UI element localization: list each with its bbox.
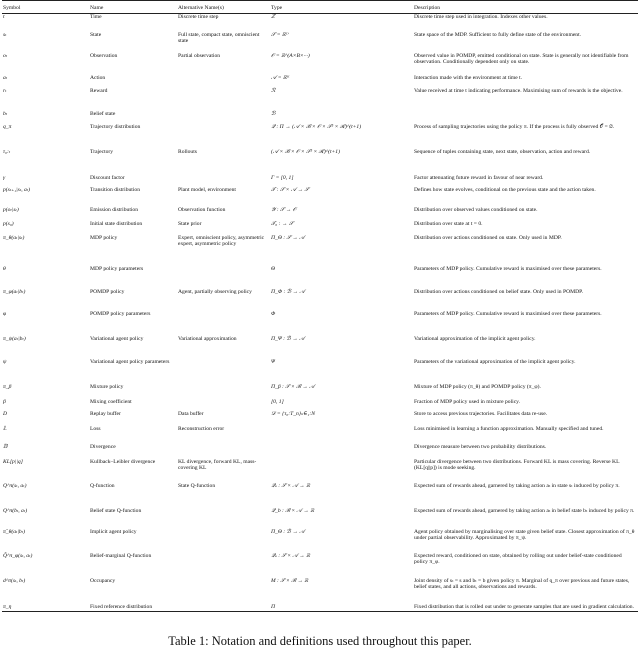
row-type: (𝒜 × ℬ × 𝒪 × 𝒮² × ℛ)^(t+1) xyxy=(271,148,340,155)
header-symbol: Symbol xyxy=(2,1,89,14)
row-name: Trajectory distribution xyxy=(90,123,141,130)
row-symbol: aₜ xyxy=(3,74,8,81)
row-description: Joint density of sₜ = s and bₜ = b given policy π. Marginal of q_π over previous and future states, belief states, and all actions, observations and rewards. xyxy=(414,577,630,591)
table-row xyxy=(2,149,638,175)
row-alternative-names: Observation function xyxy=(178,206,226,213)
row-name: Mixing coefficient xyxy=(90,398,132,405)
row-alternative-names xyxy=(177,88,270,111)
table-row xyxy=(2,553,638,578)
row-description: Expected reward, conditioned on state, obtained by rolling out under belief-state conditioned policy π_φ. xyxy=(414,552,622,566)
row-symbol: D xyxy=(3,410,8,417)
row-description: Parameters of MDP policy. Cumulative reward is maximised over these parameters. xyxy=(414,265,602,272)
row-alternative-names xyxy=(177,384,270,399)
row-symbol: sₜ xyxy=(3,31,7,38)
table-caption: Table 1: Notation and definitions used throughout this paper. xyxy=(168,634,472,648)
row-name: Belief state xyxy=(90,110,116,117)
row-name: State xyxy=(90,31,102,38)
row-type: Φ xyxy=(271,310,276,317)
row-description: Value received at time t indicating performance. Maximising sum of rewards is the objective. xyxy=(414,87,623,94)
row-symbol: p(s₀) xyxy=(3,220,14,227)
notation-table xyxy=(2,0,638,612)
row-symbol: q_π xyxy=(3,123,12,130)
table-row xyxy=(2,53,638,75)
row-type xyxy=(270,459,413,483)
table-row xyxy=(2,14,638,32)
row-type: 𝒯₀ : → 𝒮 xyxy=(271,220,294,227)
header-description: Description xyxy=(413,1,638,14)
row-symbol: β xyxy=(3,398,6,405)
table-row xyxy=(2,187,638,207)
row-symbol: d^π(sₜ, bₜ) xyxy=(3,577,26,584)
row-type: Π_Ψ : ℬ → 𝒜 xyxy=(271,335,305,342)
row-description: Loss minimised in learning a function approximation. Manually specified and tuned. xyxy=(414,425,604,432)
row-description: Factor attenuating future reward in favour of near reward. xyxy=(414,174,544,181)
row-name: POMDP policy xyxy=(90,288,125,295)
table-row xyxy=(2,32,638,53)
row-symbol: 𝕃 xyxy=(3,425,7,432)
row-alternative-names: Full state, compact state, omniscient state xyxy=(178,31,260,45)
row-type: Π_Φ : ℬ → 𝒜 xyxy=(271,288,305,295)
row-description: Sequence of tuples containing state, next state, observation, action and reward. xyxy=(414,148,591,155)
row-symbol: KL[p||q] xyxy=(3,458,23,465)
row-alternative-names xyxy=(177,359,270,384)
row-symbol: t xyxy=(3,14,5,21)
row-type: Θ xyxy=(271,265,276,272)
row-symbol: rₜ xyxy=(3,87,7,94)
row-symbol: p(oₜ|sₜ) xyxy=(3,206,19,213)
row-alternative-names: Data buffer xyxy=(178,410,204,417)
row-description: Discrete time step used in integration. Indexes other values. xyxy=(414,14,548,21)
row-alternative-names: State prior xyxy=(178,220,202,227)
row-name: Initial state distribution xyxy=(90,220,143,227)
row-type: 𝒬_b : ℬ × 𝒜 → ℝ xyxy=(271,507,315,514)
row-name: Reward xyxy=(90,87,108,94)
table-row xyxy=(2,221,638,235)
row-alternative-names xyxy=(177,508,270,529)
row-type xyxy=(270,444,413,459)
row-name: Implicit agent policy xyxy=(90,528,137,535)
row-symbol: Q^π(sₜ, aₜ) xyxy=(3,482,27,489)
table-row xyxy=(2,235,638,266)
table-row xyxy=(2,399,638,411)
row-name: Observation xyxy=(90,52,118,59)
row-type: 𝒜 = ℝᴷ xyxy=(271,74,290,81)
row-alternative-names xyxy=(177,604,270,612)
table-row xyxy=(2,444,638,459)
row-description: Distribution over actions conditioned on belief state. Only used in POMDP. xyxy=(414,288,584,295)
row-alternative-names xyxy=(177,578,270,604)
row-name: Variational agent policy parameters xyxy=(90,358,170,365)
row-symbol: π_β xyxy=(3,383,12,390)
row-type: Π xyxy=(270,604,413,612)
row-description: Interaction made with the environment at time t. xyxy=(414,74,523,81)
row-symbol: π̂_θ(aₜ|bₜ) xyxy=(3,528,25,535)
table-row xyxy=(2,75,638,88)
row-alternative-names: Agent, partially observing policy xyxy=(178,288,252,295)
row-alternative-names: Plant model, environment xyxy=(178,186,236,193)
row-alternative-names: Discrete time step xyxy=(178,14,219,21)
row-symbol: bₜ xyxy=(3,110,8,117)
row-name: POMDP policy parameters xyxy=(90,310,151,317)
row-alternative-names xyxy=(177,529,270,553)
row-type: 𝒮 = ℝᴰ xyxy=(271,31,289,38)
row-type: Π_Θ : 𝒮 → 𝒜 xyxy=(271,234,305,241)
row-alternative-names: Variational approximation xyxy=(178,335,237,342)
row-symbol: γ xyxy=(3,174,6,181)
row-name: Trajectory xyxy=(90,148,114,155)
row-name: Fixed reference distribution xyxy=(89,604,177,612)
row-type: 𝒬ₛ : 𝒮 × 𝒜 → ℝ xyxy=(271,552,311,559)
row-name: Divergence xyxy=(90,443,116,450)
row-type: [0, 1] xyxy=(271,398,284,405)
row-name: Action xyxy=(90,74,106,81)
table-row xyxy=(2,426,638,444)
row-name: Occupancy xyxy=(90,577,116,584)
row-symbol: θ xyxy=(3,265,6,272)
row-type: 𝒬ₛ : 𝒮 × 𝒜 → ℝ xyxy=(271,482,311,489)
row-symbol: π_θ(aₜ|sₜ) xyxy=(3,234,25,241)
row-type: ℛ xyxy=(271,87,276,94)
row-name: Loss xyxy=(90,425,101,432)
row-description: Distribution over observed values conditioned on state. xyxy=(414,206,538,213)
row-alternative-names xyxy=(177,311,270,336)
row-alternative-names xyxy=(177,124,270,149)
table-row xyxy=(2,266,638,289)
table-row xyxy=(2,411,638,426)
row-symbol: τ₀:ₜ xyxy=(3,148,11,155)
table-row xyxy=(2,124,638,149)
row-alternative-names xyxy=(177,111,270,124)
row-name: MDP policy xyxy=(90,234,118,241)
header-type: Type xyxy=(270,1,413,14)
row-name: Belief state Q-function xyxy=(90,507,142,514)
row-description: Agent policy obtained by marginalising over state given belief state. Closest approximation of π_θ under partial observability. Approximated by π_ψ. xyxy=(414,528,635,542)
table-row xyxy=(2,483,638,508)
row-type: M : 𝒮 × ℬ → ℝ xyxy=(271,577,309,584)
row-description: Observed value in POMDP, emitted conditional on state. State is generally not identifiable from observation. Conditionally dependent only on state. xyxy=(414,52,629,66)
row-name: Emission distribution xyxy=(90,206,139,213)
row-name: Time xyxy=(90,14,102,21)
row-description: Fraction of MDP policy used in mixture policy. xyxy=(414,398,521,405)
row-name: Mixture policy xyxy=(90,383,124,390)
table-row xyxy=(2,359,638,384)
row-description xyxy=(413,111,638,124)
table-row xyxy=(2,604,638,612)
table-row xyxy=(2,459,638,483)
row-alternative-names xyxy=(177,553,270,578)
row-alternative-names xyxy=(177,266,270,289)
row-type: ℤ xyxy=(271,14,276,21)
row-name: MDP policy parameters xyxy=(90,265,144,272)
row-description: Defines how state evolves, conditional on the previous state and the action taken. xyxy=(414,186,596,193)
row-type: Γ = [0, 1] xyxy=(271,174,294,181)
row-description: Divergence measure between two probability distributions. xyxy=(414,443,547,450)
row-description: Process of sampling trajectories using the policy π. If the process is fully observed 𝒪 = ∅. xyxy=(414,123,615,130)
row-name: Transition distribution xyxy=(90,186,140,193)
row-symbol: p(sₜ₊₁|sₜ, aₜ) xyxy=(3,186,31,193)
row-name: Discount factor xyxy=(90,174,125,181)
row-type: 𝒪 = ℝ^(A×B×···) xyxy=(271,52,310,59)
row-type: 𝒯 : 𝒮 × 𝒜 → 𝒮 xyxy=(271,186,309,193)
table-row xyxy=(2,529,638,553)
row-symbol: 𝔻 xyxy=(3,443,8,450)
row-alternative-names: KL divergence, forward KL, mass-covering KL xyxy=(178,458,257,472)
row-type: ℬ xyxy=(271,110,276,117)
row-name: Variational agent policy xyxy=(90,335,144,342)
row-alternative-names: Rollouts xyxy=(178,148,197,155)
table-row xyxy=(2,384,638,399)
row-symbol: π_η xyxy=(2,604,89,612)
table-body xyxy=(2,14,638,612)
row-description: Store to access previous trajectories. Facilitates data re-use. xyxy=(414,410,548,417)
table-row xyxy=(2,289,638,311)
row-alternative-names xyxy=(177,75,270,88)
row-description: Mixture of MDP policy (π_θ) and POMDP policy (π_φ). xyxy=(414,383,541,390)
row-description: Fixed distribution that is rolled out under to generate samples that are used in gradient calculation. xyxy=(413,604,638,612)
row-description: State space of the MDP. Sufficient to fully define state of the environment. xyxy=(414,31,582,38)
table-row xyxy=(2,311,638,336)
row-symbol: π_φ(aₜ|bₜ) xyxy=(3,288,26,295)
table-row xyxy=(2,207,638,221)
row-symbol: φ xyxy=(3,310,7,317)
table-row xyxy=(2,578,638,604)
row-description: Parameters of the variational approximation of the implicit agent policy. xyxy=(414,358,576,365)
row-type: 𝒟 = {τ₀:T_n}ₙ∈₁:N xyxy=(271,410,315,417)
row-name: Belief-marginal Q-function xyxy=(90,552,152,559)
row-alternative-names xyxy=(177,444,270,459)
table-row xyxy=(2,336,638,359)
row-type: Π_β : 𝒮 × ℬ → 𝒜 xyxy=(271,383,315,390)
header-name: Name xyxy=(89,1,177,14)
row-description: Distribution over actions conditioned on state. Only used in MDP. xyxy=(414,234,562,241)
table-row xyxy=(2,508,638,529)
row-type: Π_Θ : ℬ → 𝒜 xyxy=(271,528,305,535)
row-symbol: Q̃^π_φ(sₜ, aₜ) xyxy=(3,552,33,559)
row-description: Expected sum of rewards ahead, garnered by taking action aₜ in belief state bₜ induced by policy π. xyxy=(414,507,635,514)
row-symbol: π_ψ(aₜ|bₜ) xyxy=(3,335,26,342)
table-header xyxy=(2,1,638,14)
row-symbol: Q^π(bₜ, aₜ) xyxy=(3,507,28,514)
row-description: Distribution over state at t = 0. xyxy=(414,220,483,227)
row-description: Expected sum of rewards ahead, garnered by taking action aₜ in state sₜ induced by policy π. xyxy=(414,482,620,489)
table-row xyxy=(2,175,638,187)
row-symbol: oₜ xyxy=(3,52,8,59)
row-type xyxy=(270,426,413,444)
row-description: Parameters of MDP policy. Cumulative reward is maximised over these parameters. xyxy=(414,310,602,317)
row-description: Variational approximation of the implicit agent policy. xyxy=(414,335,536,342)
row-type: 𝒬 : Π → (𝒜 × ℬ × 𝒪 × 𝒮² × ℛ)^(t+1) xyxy=(271,123,362,130)
row-alternative-names xyxy=(177,175,270,187)
table-row xyxy=(2,111,638,124)
header-alternative-names: Alternative Name(s) xyxy=(177,1,270,14)
row-symbol: ψ xyxy=(3,358,7,365)
row-alternative-names xyxy=(177,399,270,411)
table-row xyxy=(2,88,638,111)
row-name: Replay buffer xyxy=(90,410,121,417)
row-description: Particular divergence between two distributions. Forward KL is mass covering. Reverse KL (KL[q||p]) is mode seeking. xyxy=(414,458,620,472)
row-type: 𝒴 : 𝒮 → 𝒪 xyxy=(271,206,297,213)
row-alternative-names: State Q-function xyxy=(178,482,216,489)
row-alternative-names: Partial observation xyxy=(178,52,221,59)
row-name: Q-function xyxy=(90,482,115,489)
row-name: Kullback–Leibler divergence xyxy=(90,458,156,465)
row-alternative-names: Reconstruction error xyxy=(178,425,225,432)
row-alternative-names: Expert, omniscient policy, asymmetric expert, asymmetric policy xyxy=(178,234,265,248)
row-type: Ψ xyxy=(271,358,275,365)
